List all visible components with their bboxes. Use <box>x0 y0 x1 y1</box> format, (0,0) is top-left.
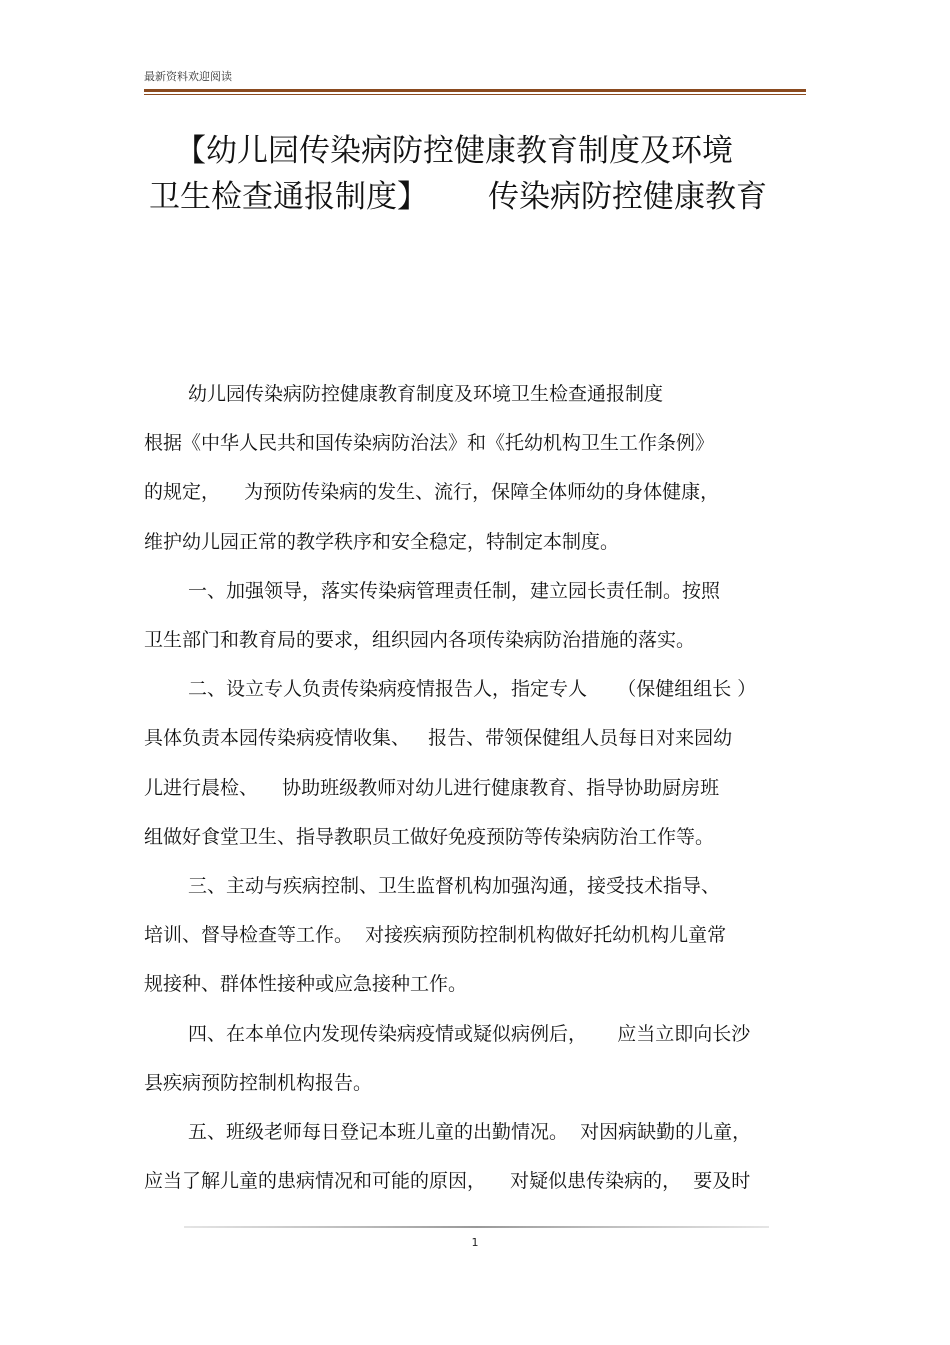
footer-divider <box>184 1226 769 1228</box>
body-line: 儿进行晨检、 协助班级教师对幼儿进行健康教育、指导协助厨房班 <box>144 776 720 799</box>
body-line: 一、加强领导，落实传染病管理责任制，建立园长责任制。按照 <box>188 579 721 602</box>
title-line-1: 【幼儿园传染病防控健康教育制度及环境 <box>175 133 733 169</box>
page-number: 1 <box>471 1236 479 1249</box>
body-line: 二、设立专人负责传染病疫情报告人，指定专人 （保健组组长 ） <box>188 678 757 701</box>
body-line: 三、主动与疾病控制、卫生监督机构加强沟通，接受技术指导、 <box>188 875 721 898</box>
header-divider <box>144 89 806 95</box>
page-header-text: 最新资料欢迎阅读 <box>144 70 232 83</box>
body-line: 组做好食堂卫生、指导教职员工做好免疫预防等传染病防治工作等。 <box>144 825 715 848</box>
title-line-2-part-a: 卫生检查通报制度】 <box>149 179 428 215</box>
body-line: 维护幼儿园正常的教学秩序和安全稳定，特制定本制度。 <box>144 530 620 553</box>
body-line: 幼儿园传染病防控健康教育制度及环境卫生检查通报制度 <box>188 383 664 405</box>
title-line-2 <box>145 174 825 220</box>
document-title <box>145 128 825 220</box>
body-line: 五、班级老师每日登记本班儿童的出勤情况。 对因病缺勤的儿童， <box>188 1121 752 1144</box>
body-line: 的规定， 为预防传染病的发生、流行，保障全体师幼的身体健康， <box>144 481 720 504</box>
body-line: 四、在本单位内发现传染病疫情或疑似病例后， 应当立即向长沙 <box>188 1022 751 1045</box>
document-body <box>144 370 814 1206</box>
body-line: 规接种、群体性接种或应急接种工作。 <box>144 973 468 996</box>
body-line: 卫生部门和教育局的要求，组织园内各项传染病防治措施的落实。 <box>144 629 696 652</box>
body-line: 具体负责本园传染病疫情收集、 报告、带领保健组人员每日对来园幼 <box>144 727 733 750</box>
body-line: 县疾病预防控制机构报告。 <box>144 1071 373 1094</box>
body-line: 应当了解儿童的患病情况和可能的原因， 对疑似患传染病的， 要及时 <box>144 1170 751 1193</box>
body-line: 培训、督导检查等工作。 对接疾病预防控制机构做好托幼机构儿童常 <box>144 924 727 947</box>
body-line: 根据《中华人民共和国传染病防治法》和《托幼机构卫生工作条例》 <box>144 432 715 455</box>
title-line-2-part-b: 传染病防控健康教育 <box>488 179 767 215</box>
